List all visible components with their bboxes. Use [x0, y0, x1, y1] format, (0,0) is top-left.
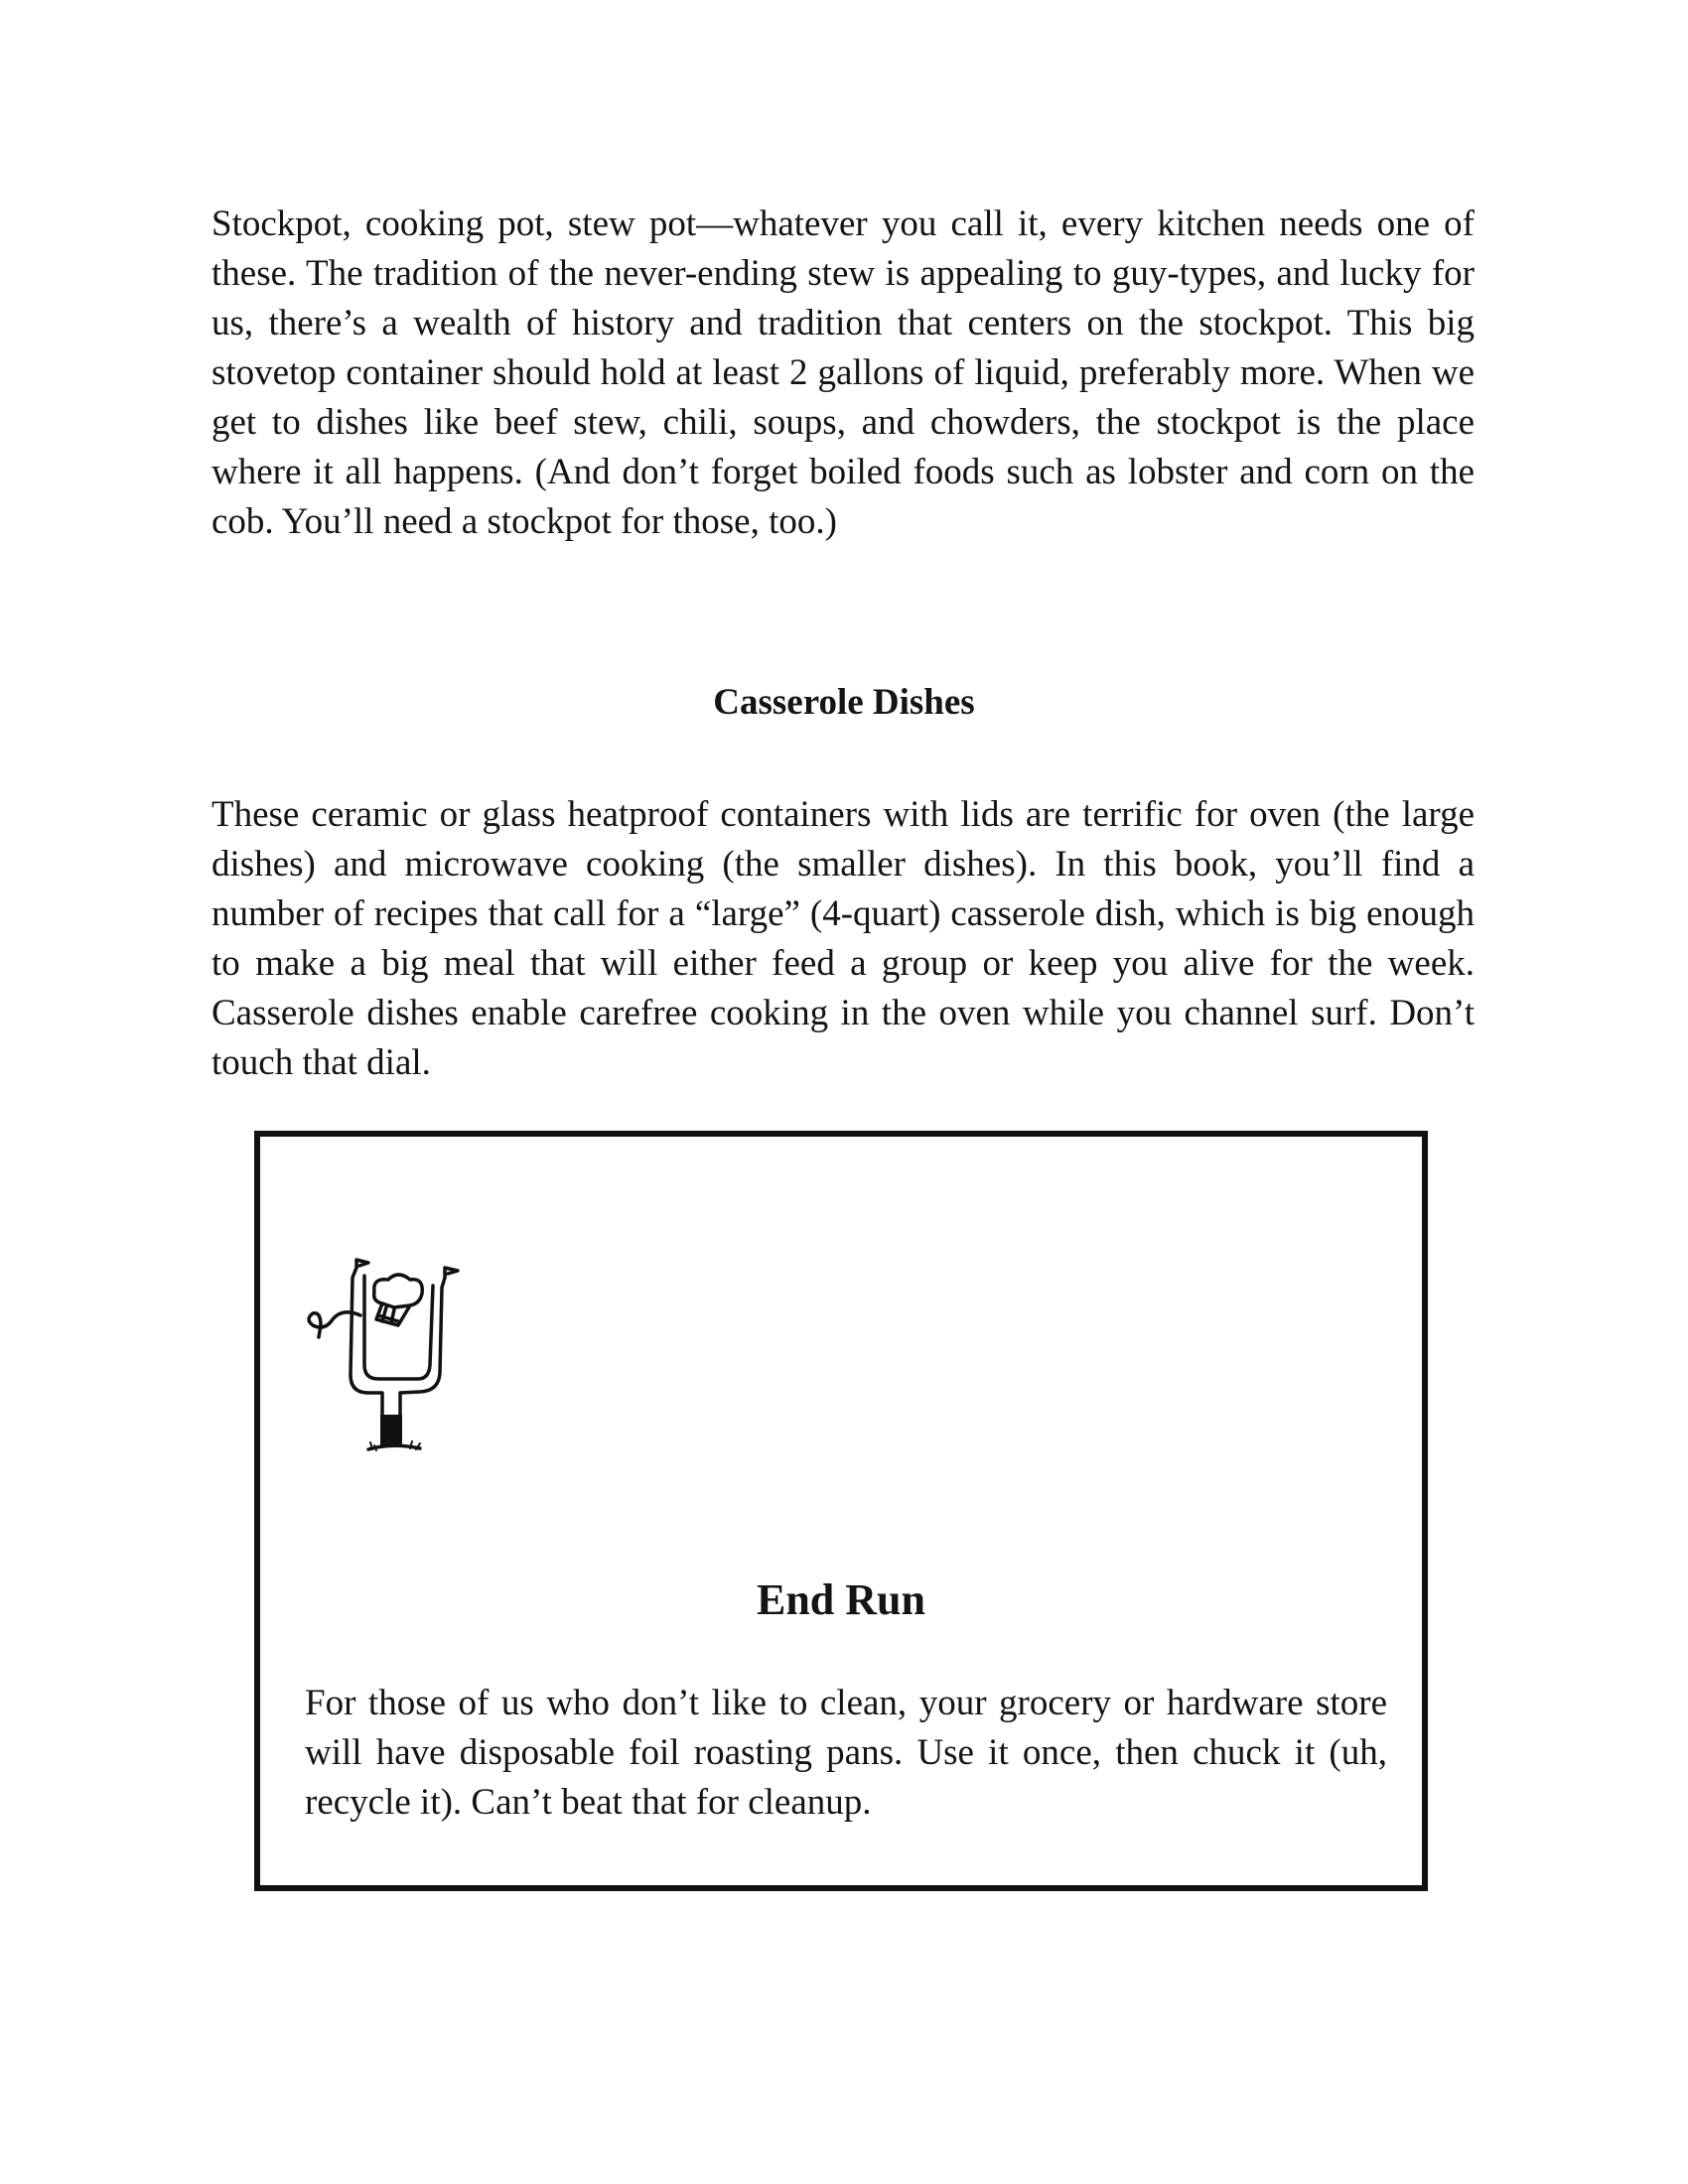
tip-body-text: For those of us who don’t like to clean, your grocery or hardware store will have disposable foil roasting pans. Use it once, then chuck it (uh, recycle it). Can’t beat that for cleanup. — [305, 1683, 1387, 1823]
goalpost-chef-hat-icon — [303, 1256, 472, 1454]
section-heading-casserole-dishes: Casserole Dishes — [713, 682, 975, 723]
paragraph-casserole-dishes: These ceramic or glass heatproof containers with lids are terrific for oven (the large dishes) and microwave cooking (the smaller dishes). In this book, you’ll find a number of recipes that call for a “large” (4-quart) casserole dish, which is big enough to make a big meal that will either feed a group or keep you alive for the week. Casserole dishes enable carefree cooking in the oven while you channel surf. Don’t touch that dial. — [211, 794, 1475, 1083]
tip-title: End Run — [756, 1575, 925, 1624]
paragraph-stockpot: Stockpot, cooking pot, stew pot—whatever you call it, every kitchen needs one of these. The tradition of the never-ending stew is appealing to guy-types, and lucky for us, there’s a wealth of history and tradition that centers on the stockpot. This big stovetop container should hold at least 2 gallons of liquid, preferably more. When we get to dishes like beef stew, chili, soups, and chowders, the stockpot is the place where it all happens. (And don’t forget boiled foods such as lobster and corn on the cob. You’ll need a stockpot for those, too.) — [211, 204, 1475, 542]
end-run-tip-box — [254, 1131, 1428, 1891]
